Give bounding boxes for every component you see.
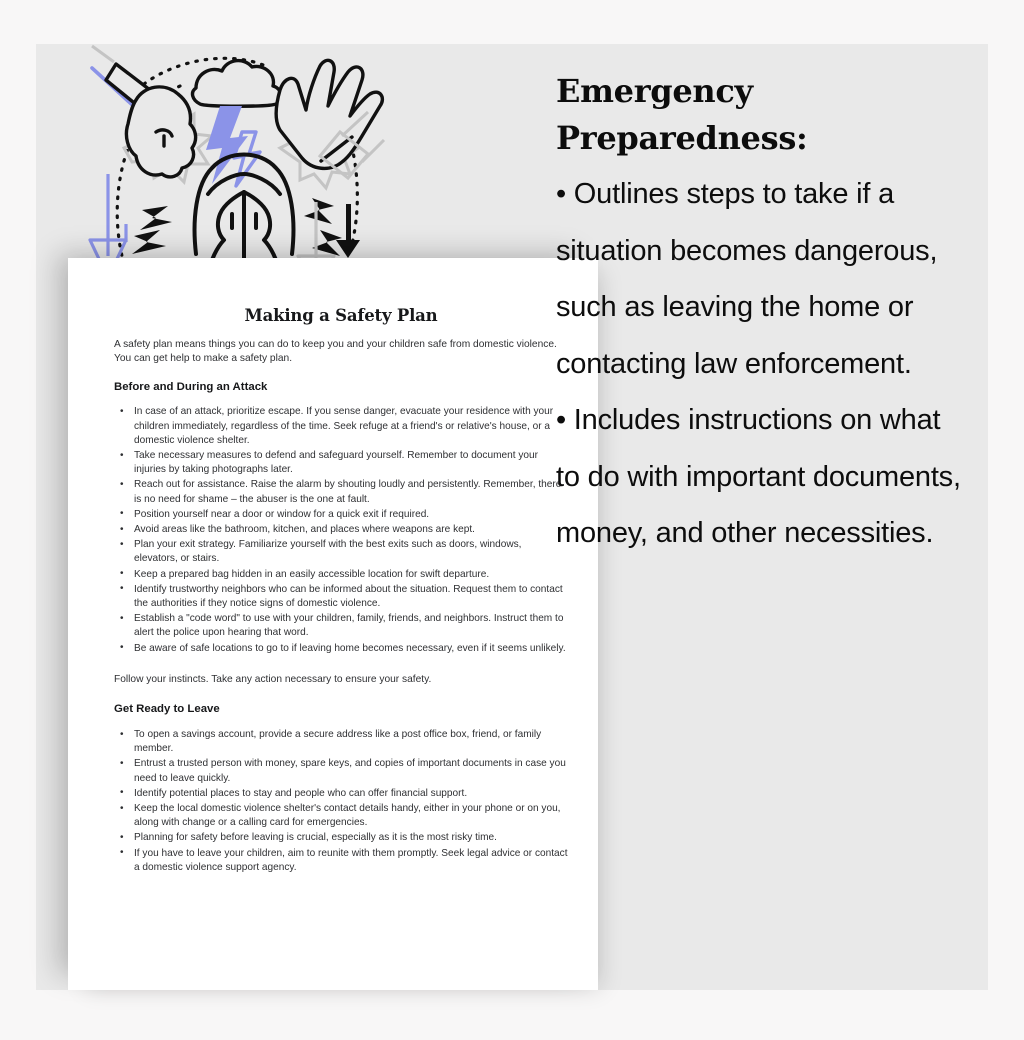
list-item: • Position yourself near a door or window for a quick exit if required. — [132, 508, 568, 522]
description-bullet: • Outlines steps to take if a situation becomes dangerous, such as leaving the home or contacting law enforcement. — [556, 178, 938, 380]
document-title: Making a Safety Plan — [244, 306, 438, 325]
section-heading-get-ready: Get Ready to Leave — [114, 703, 220, 716]
list-item: • Planning for safety before leaving is crucial, especially as it is the most risky time. — [132, 831, 568, 845]
description-column — [556, 68, 964, 562]
list-item: • Take necessary measures to defend and safeguard yourself. Remember to document your injuries by taking photographs later. — [132, 449, 568, 477]
section-two-list — [114, 728, 568, 875]
list-item: • In case of an attack, prioritize escape. If you sense danger, evacuate your residence with your children immediately, regardless of the time. Seek refuge at a friend's or relative's house, or a domestic violence shelter. — [132, 405, 568, 448]
list-item: • Keep the local domestic violence shelter's contact details handy, either in your phone or on you, along with change or a calling card for emergencies. — [132, 802, 568, 830]
list-item: • Identify potential places to stay and people who can offer financial support. — [132, 787, 568, 801]
list-item: • Entrust a trusted person with money, spare keys, and copies of important documents in case you need to leave quickly. — [132, 757, 568, 785]
fist-icon — [106, 64, 196, 177]
description-body — [556, 166, 964, 562]
description-bullet: • Includes instructions on what to do with important documents, money, and other necessities. — [556, 404, 961, 549]
document-note: Follow your instincts. Take any action necessary to ensure your safety. — [114, 673, 432, 685]
document-intro: A safety plan means things you can do to keep you and your children safe from domestic violence. You can get help to make a safety plan. — [114, 339, 557, 365]
section-one-list — [114, 405, 568, 655]
distress-mark-icon — [132, 206, 172, 254]
list-item: • Plan your exit strategy. Familiarize yourself with the best exits such as doors, windows, elevators, or stairs. — [132, 538, 568, 566]
section-heading-before-during: Before and During an Attack — [114, 381, 268, 394]
distress-mark-icon — [304, 198, 342, 256]
safety-plan-document — [68, 258, 598, 990]
description-heading: Emergency Preparedness: — [556, 72, 808, 157]
list-item: • Identify trustworthy neighbors who can be informed about the situation. Request them to contact the authorities if they notice signs of domestic violence. — [132, 583, 568, 611]
storm-cloud-icon — [193, 61, 282, 107]
list-item: • Establish a "code word" to use with your children, family, friends, and neighbors. Instruct them to alert the police upon hearing that word. — [132, 612, 568, 640]
list-item: • Reach out for assistance. Raise the alarm by shouting loudly and persistently. Remember, there is no need for shame – the abuser is the one at fault. — [132, 478, 568, 506]
list-item: • If you have to leave your children, aim to reunite with them promptly. Seek legal advice or contact a domestic violence support agency. — [132, 847, 568, 875]
list-item: • To open a savings account, provide a secure address like a post office box, friend, or family member. — [132, 728, 568, 756]
list-item: • Be aware of safe locations to go to if leaving home becomes necessary, even if it seems unlikely. — [132, 642, 568, 656]
cuff-icon — [92, 46, 114, 62]
list-item: • Keep a prepared bag hidden in an easily accessible location for swift departure. — [132, 568, 568, 582]
list-item: • Avoid areas like the bathroom, kitchen, and places where weapons are kept. — [132, 523, 568, 537]
